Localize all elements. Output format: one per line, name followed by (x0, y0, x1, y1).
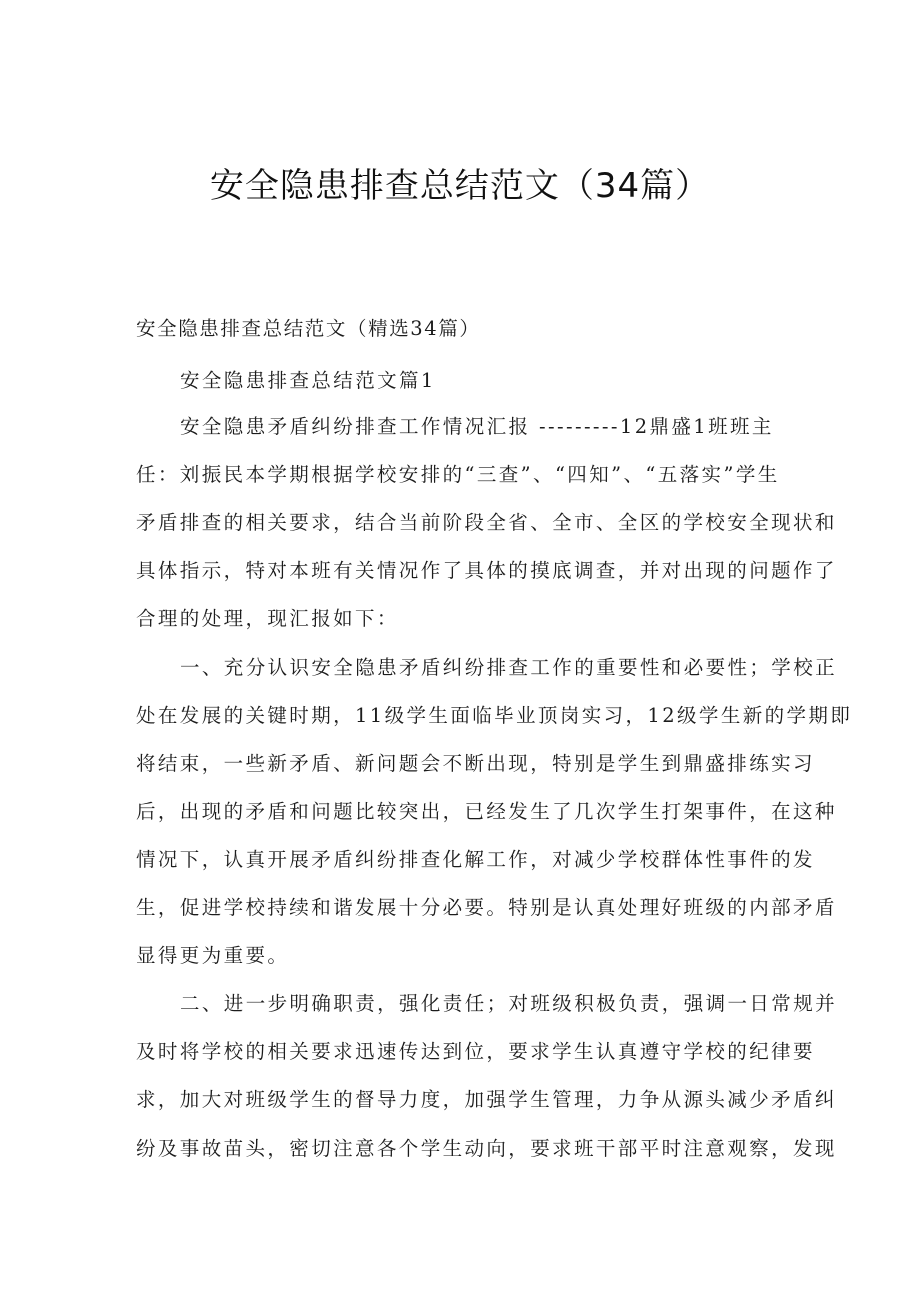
document-title: 安全隐患排查总结范文（34篇） (209, 166, 711, 206)
paragraph-line: 一、充分认识安全隐患矛盾纠纷排查工作的重要性和必要性；学校正 (180, 656, 838, 679)
paragraph-line: 纷及事故苗头，密切注意各个学生动向，要求班干部平时注意观察，发现 (136, 1137, 837, 1160)
paragraph-line: 显得更为重要。 (136, 944, 290, 967)
paragraph-line: 处在发展的关键时期，11级学生面临毕业顶岗实习，12级学生新的学期即 (136, 704, 853, 727)
paragraph-line: 二、进一步明确职责，强化责任；对班级积极负责，强调一日常规并 (180, 992, 838, 1015)
paragraph-line: 将结束，一些新矛盾、新问题会不断出现，特别是学生到鼎盛排练实习 (136, 752, 815, 775)
paragraph-line: 及时将学校的相关要求迅速传达到位，要求学生认真遵守学校的纪律要 (136, 1040, 815, 1063)
paragraph-line: 后，出现的矛盾和问题比较突出，已经发生了几次学生打架事件，在这种 (136, 800, 837, 823)
paragraph-line: 求，加大对班级学生的督导力度，加强学生管理，力争从源头减少矛盾纠 (136, 1088, 837, 1111)
paragraph-line: 生，促进学校持续和谐发展十分必要。特别是认真处理好班级的内部矛盾 (136, 896, 837, 919)
section-heading: 安全隐患排查总结范文篇1 (180, 369, 436, 392)
paragraph-line: 任：刘振民本学期根据学校安排的“三查”、“四知”、“五落实”学生 (136, 463, 780, 486)
document-subtitle: 安全隐患排查总结范文（精选34篇） (136, 317, 481, 340)
paragraph-line: 具体指示，特对本班有关情况作了具体的摸底调查，并对出现的问题作了 (136, 559, 837, 582)
paragraph-line: 情况下，认真开展矛盾纠纷排查化解工作，对减少学校群体性事件的发 (136, 848, 815, 871)
paragraph-line: 矛盾排查的相关要求，结合当前阶段全省、全市、全区的学校安全现状和 (136, 511, 837, 534)
paragraph-line: 安全隐患矛盾纠纷排查工作情况汇报 ---------12鼎盛1班班主 (180, 415, 774, 438)
paragraph-line: 合理的处理，现汇报如下： (136, 607, 399, 630)
